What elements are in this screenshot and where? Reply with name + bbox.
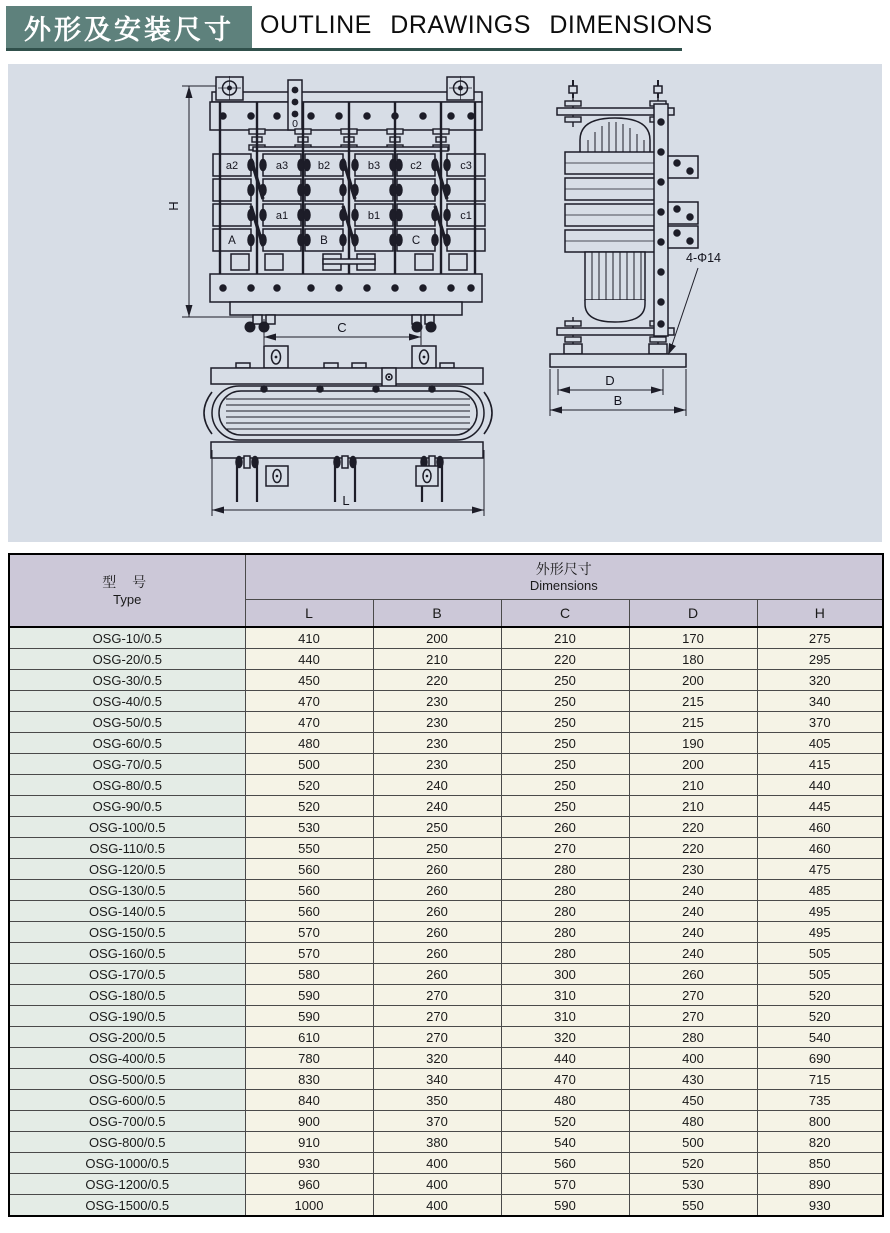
table-row	[9, 880, 883, 901]
table-row	[9, 670, 883, 691]
outline-drawings-svg	[8, 64, 882, 542]
value-cell-b: 230	[373, 691, 501, 712]
value-cell-d: 550	[629, 1195, 757, 1217]
value-cell-b: 320	[373, 1048, 501, 1069]
tap-label-c1: c1	[460, 210, 472, 222]
title-box	[6, 6, 252, 48]
model-cell: OSG-1200/0.5	[9, 1174, 245, 1195]
model-cell: OSG-70/0.5	[9, 754, 245, 775]
value-cell-c: 250	[501, 670, 629, 691]
value-cell-l: 470	[245, 691, 373, 712]
value-cell-d: 240	[629, 901, 757, 922]
model-cell: OSG-50/0.5	[9, 712, 245, 733]
value-cell-d: 530	[629, 1174, 757, 1195]
table-row	[9, 985, 883, 1006]
value-cell-c: 220	[501, 649, 629, 670]
dim-label-h: H	[166, 201, 181, 211]
value-cell-c: 440	[501, 1048, 629, 1069]
value-cell-h: 690	[757, 1048, 883, 1069]
table-row	[9, 1069, 883, 1090]
value-cell-d: 210	[629, 775, 757, 796]
value-cell-b: 230	[373, 754, 501, 775]
terminal-label-0: 0	[292, 118, 298, 130]
value-cell-h: 475	[757, 859, 883, 880]
tap-label-c2: c2	[410, 160, 422, 172]
value-cell-d: 210	[629, 796, 757, 817]
side-view-drawing	[550, 80, 721, 416]
value-cell-h: 715	[757, 1069, 883, 1090]
model-cell: OSG-400/0.5	[9, 1048, 245, 1069]
value-cell-h: 520	[757, 1006, 883, 1027]
value-cell-c: 270	[501, 838, 629, 859]
model-cell: OSG-20/0.5	[9, 649, 245, 670]
value-cell-l: 570	[245, 922, 373, 943]
tap-label-a1: a1	[275, 210, 289, 222]
table-row	[9, 1174, 883, 1195]
model-cell: OSG-190/0.5	[9, 1006, 245, 1027]
phase-label-b: B	[320, 235, 328, 247]
value-cell-l: 560	[245, 901, 373, 922]
dimensions-header-cn: 外形尺寸	[535, 560, 592, 577]
table-row	[9, 754, 883, 775]
dimensions-table	[8, 553, 884, 1217]
value-cell-h: 445	[757, 796, 883, 817]
model-cell: OSG-500/0.5	[9, 1069, 245, 1090]
model-cell: OSG-1000/0.5	[9, 1153, 245, 1174]
table-row	[9, 712, 883, 733]
value-cell-c: 320	[501, 1027, 629, 1048]
value-cell-h: 295	[757, 649, 883, 670]
table-row	[9, 733, 883, 754]
tap-label-b3: b3	[367, 160, 381, 172]
value-cell-l: 450	[245, 670, 373, 691]
value-cell-l: 580	[245, 964, 373, 985]
value-cell-d: 280	[629, 1027, 757, 1048]
value-cell-d: 220	[629, 838, 757, 859]
dimensions-group-header	[245, 554, 883, 600]
table-row	[9, 1132, 883, 1153]
value-cell-d: 200	[629, 670, 757, 691]
table-row	[9, 1195, 883, 1217]
value-cell-b: 210	[373, 649, 501, 670]
value-cell-h: 495	[757, 901, 883, 922]
value-cell-c: 560	[501, 1153, 629, 1174]
value-cell-d: 520	[629, 1153, 757, 1174]
value-cell-h: 320	[757, 670, 883, 691]
table-row	[9, 1006, 883, 1027]
value-cell-c: 520	[501, 1111, 629, 1132]
model-cell: OSG-30/0.5	[9, 670, 245, 691]
value-cell-h: 820	[757, 1132, 883, 1153]
value-cell-l: 530	[245, 817, 373, 838]
table-row	[9, 901, 883, 922]
value-cell-b: 350	[373, 1090, 501, 1111]
value-cell-b: 260	[373, 943, 501, 964]
phase-label-c: C	[411, 235, 421, 247]
value-cell-b: 230	[373, 733, 501, 754]
value-cell-l: 930	[245, 1153, 373, 1174]
value-cell-l: 900	[245, 1111, 373, 1132]
value-cell-c: 280	[501, 859, 629, 880]
value-cell-h: 540	[757, 1027, 883, 1048]
value-cell-b: 270	[373, 1027, 501, 1048]
table-row	[9, 859, 883, 880]
value-cell-h: 275	[757, 627, 883, 649]
value-cell-b: 260	[373, 964, 501, 985]
value-cell-c: 250	[501, 775, 629, 796]
value-cell-b: 270	[373, 1006, 501, 1027]
value-cell-b: 340	[373, 1069, 501, 1090]
value-cell-h: 415	[757, 754, 883, 775]
tap-label-a3: a3	[275, 160, 289, 172]
model-cell: OSG-800/0.5	[9, 1132, 245, 1153]
value-cell-b: 400	[373, 1174, 501, 1195]
value-cell-c: 590	[501, 1195, 629, 1217]
value-cell-c: 310	[501, 1006, 629, 1027]
value-cell-l: 780	[245, 1048, 373, 1069]
dim-label-d: D	[605, 373, 615, 388]
model-cell: OSG-200/0.5	[9, 1027, 245, 1048]
value-cell-b: 230	[373, 712, 501, 733]
value-cell-c: 250	[501, 733, 629, 754]
table-row	[9, 922, 883, 943]
value-cell-l: 500	[245, 754, 373, 775]
value-cell-h: 460	[757, 817, 883, 838]
value-cell-h: 485	[757, 880, 883, 901]
value-cell-l: 410	[245, 627, 373, 649]
value-cell-c: 480	[501, 1090, 629, 1111]
table-row	[9, 1153, 883, 1174]
value-cell-d: 220	[629, 817, 757, 838]
value-cell-h: 735	[757, 1090, 883, 1111]
value-cell-d: 230	[629, 859, 757, 880]
front-view-drawing	[166, 76, 485, 345]
value-cell-b: 240	[373, 796, 501, 817]
model-cell: OSG-600/0.5	[9, 1090, 245, 1111]
table-row	[9, 1111, 883, 1132]
value-cell-l: 960	[245, 1174, 373, 1195]
value-cell-h: 505	[757, 943, 883, 964]
hole-note-label: 4-Φ14	[686, 251, 721, 265]
model-cell: OSG-700/0.5	[9, 1111, 245, 1132]
value-cell-c: 300	[501, 964, 629, 985]
value-cell-b: 200	[373, 627, 501, 649]
value-cell-l: 550	[245, 838, 373, 859]
model-cell: OSG-170/0.5	[9, 964, 245, 985]
table-row	[9, 838, 883, 859]
table-row	[9, 1090, 883, 1111]
phase-label-a: A	[228, 235, 236, 247]
dim-label-c: C	[337, 320, 347, 335]
value-cell-l: 1000	[245, 1195, 373, 1217]
model-cell: OSG-120/0.5	[9, 859, 245, 880]
page-title-en: OUTLINE DRAWINGS DIMENSIONS	[260, 11, 713, 39]
value-cell-l: 560	[245, 880, 373, 901]
value-cell-h: 340	[757, 691, 883, 712]
dimensions-header-en: Dimensions	[529, 577, 598, 593]
tap-label-c3: c3	[460, 160, 472, 172]
type-header-en: Type	[113, 591, 142, 607]
value-cell-l: 840	[245, 1090, 373, 1111]
value-cell-d: 170	[629, 627, 757, 649]
table-row	[9, 1048, 883, 1069]
value-cell-l: 610	[245, 1027, 373, 1048]
model-cell: OSG-10/0.5	[9, 627, 245, 649]
value-cell-b: 380	[373, 1132, 501, 1153]
value-cell-l: 910	[245, 1132, 373, 1153]
model-cell: OSG-60/0.5	[9, 733, 245, 754]
model-cell: OSG-130/0.5	[9, 880, 245, 901]
value-cell-b: 260	[373, 901, 501, 922]
title-underline	[6, 48, 682, 51]
table-row	[9, 1027, 883, 1048]
value-cell-l: 830	[245, 1069, 373, 1090]
model-cell: OSG-150/0.5	[9, 922, 245, 943]
value-cell-l: 480	[245, 733, 373, 754]
model-cell: OSG-1500/0.5	[9, 1195, 245, 1217]
value-cell-b: 250	[373, 838, 501, 859]
model-cell: OSG-90/0.5	[9, 796, 245, 817]
value-cell-d: 260	[629, 964, 757, 985]
plan-view-drawing	[204, 346, 492, 516]
value-cell-d: 480	[629, 1111, 757, 1132]
value-cell-d: 400	[629, 1048, 757, 1069]
page-title-cn: 外形及安装尺寸	[24, 14, 234, 45]
value-cell-l: 590	[245, 985, 373, 1006]
value-cell-l: 440	[245, 649, 373, 670]
model-cell: OSG-100/0.5	[9, 817, 245, 838]
model-cell: OSG-160/0.5	[9, 943, 245, 964]
value-cell-b: 240	[373, 775, 501, 796]
dimensions-table-section	[8, 553, 882, 1217]
value-cell-b: 370	[373, 1111, 501, 1132]
value-cell-c: 260	[501, 817, 629, 838]
table-body	[9, 627, 883, 1216]
value-cell-d: 240	[629, 943, 757, 964]
table-row	[9, 943, 883, 964]
value-cell-l: 470	[245, 712, 373, 733]
value-cell-d: 430	[629, 1069, 757, 1090]
value-cell-b: 400	[373, 1153, 501, 1174]
value-cell-b: 270	[373, 985, 501, 1006]
value-cell-c: 250	[501, 796, 629, 817]
value-cell-d: 215	[629, 691, 757, 712]
column-header-b: B	[373, 600, 501, 628]
value-cell-h: 505	[757, 964, 883, 985]
value-cell-d: 200	[629, 754, 757, 775]
value-cell-b: 260	[373, 880, 501, 901]
value-cell-c: 280	[501, 880, 629, 901]
type-column-header	[9, 554, 245, 627]
column-header-h: H	[757, 600, 883, 628]
model-cell: OSG-40/0.5	[9, 691, 245, 712]
table-row	[9, 964, 883, 985]
value-cell-c: 470	[501, 1069, 629, 1090]
value-cell-b: 260	[373, 922, 501, 943]
value-cell-d: 215	[629, 712, 757, 733]
value-cell-b: 260	[373, 859, 501, 880]
tap-label-b2: b2	[317, 160, 331, 172]
column-header-c: C	[501, 600, 629, 628]
tap-label-a2: a2	[225, 160, 239, 172]
value-cell-l: 560	[245, 859, 373, 880]
value-cell-c: 250	[501, 691, 629, 712]
dim-label-b: B	[613, 393, 623, 408]
value-cell-h: 520	[757, 985, 883, 1006]
value-cell-b: 400	[373, 1195, 501, 1217]
value-cell-d: 240	[629, 922, 757, 943]
value-cell-c: 540	[501, 1132, 629, 1153]
value-cell-b: 250	[373, 817, 501, 838]
value-cell-h: 930	[757, 1195, 883, 1217]
value-cell-c: 210	[501, 627, 629, 649]
value-cell-c: 250	[501, 754, 629, 775]
value-cell-d: 270	[629, 1006, 757, 1027]
model-cell: OSG-140/0.5	[9, 901, 245, 922]
model-cell: OSG-110/0.5	[9, 838, 245, 859]
value-cell-c: 280	[501, 922, 629, 943]
value-cell-c: 570	[501, 1174, 629, 1195]
model-cell: OSG-80/0.5	[9, 775, 245, 796]
value-cell-h: 405	[757, 733, 883, 754]
value-cell-h: 460	[757, 838, 883, 859]
value-cell-c: 280	[501, 901, 629, 922]
tap-label-b1: b1	[367, 210, 381, 222]
value-cell-d: 270	[629, 985, 757, 1006]
value-cell-d: 450	[629, 1090, 757, 1111]
value-cell-c: 280	[501, 943, 629, 964]
value-cell-d: 180	[629, 649, 757, 670]
table-row	[9, 817, 883, 838]
column-header-d: D	[629, 600, 757, 628]
value-cell-d: 190	[629, 733, 757, 754]
value-cell-h: 440	[757, 775, 883, 796]
table-row	[9, 627, 883, 649]
table-row	[9, 649, 883, 670]
value-cell-h: 370	[757, 712, 883, 733]
value-cell-h: 800	[757, 1111, 883, 1132]
table-row	[9, 796, 883, 817]
dim-label-l: L	[342, 493, 350, 508]
value-cell-c: 310	[501, 985, 629, 1006]
outline-drawing-panel	[8, 64, 882, 542]
value-cell-d: 500	[629, 1132, 757, 1153]
table-row	[9, 775, 883, 796]
model-cell: OSG-180/0.5	[9, 985, 245, 1006]
value-cell-d: 240	[629, 880, 757, 901]
column-header-l: L	[245, 600, 373, 628]
value-cell-b: 220	[373, 670, 501, 691]
page-header	[0, 0, 890, 64]
value-cell-l: 590	[245, 1006, 373, 1027]
value-cell-h: 850	[757, 1153, 883, 1174]
value-cell-l: 520	[245, 796, 373, 817]
value-cell-c: 250	[501, 712, 629, 733]
value-cell-l: 570	[245, 943, 373, 964]
value-cell-h: 890	[757, 1174, 883, 1195]
type-header-cn: 型 号	[102, 573, 153, 590]
table-row	[9, 691, 883, 712]
value-cell-h: 495	[757, 922, 883, 943]
value-cell-l: 520	[245, 775, 373, 796]
